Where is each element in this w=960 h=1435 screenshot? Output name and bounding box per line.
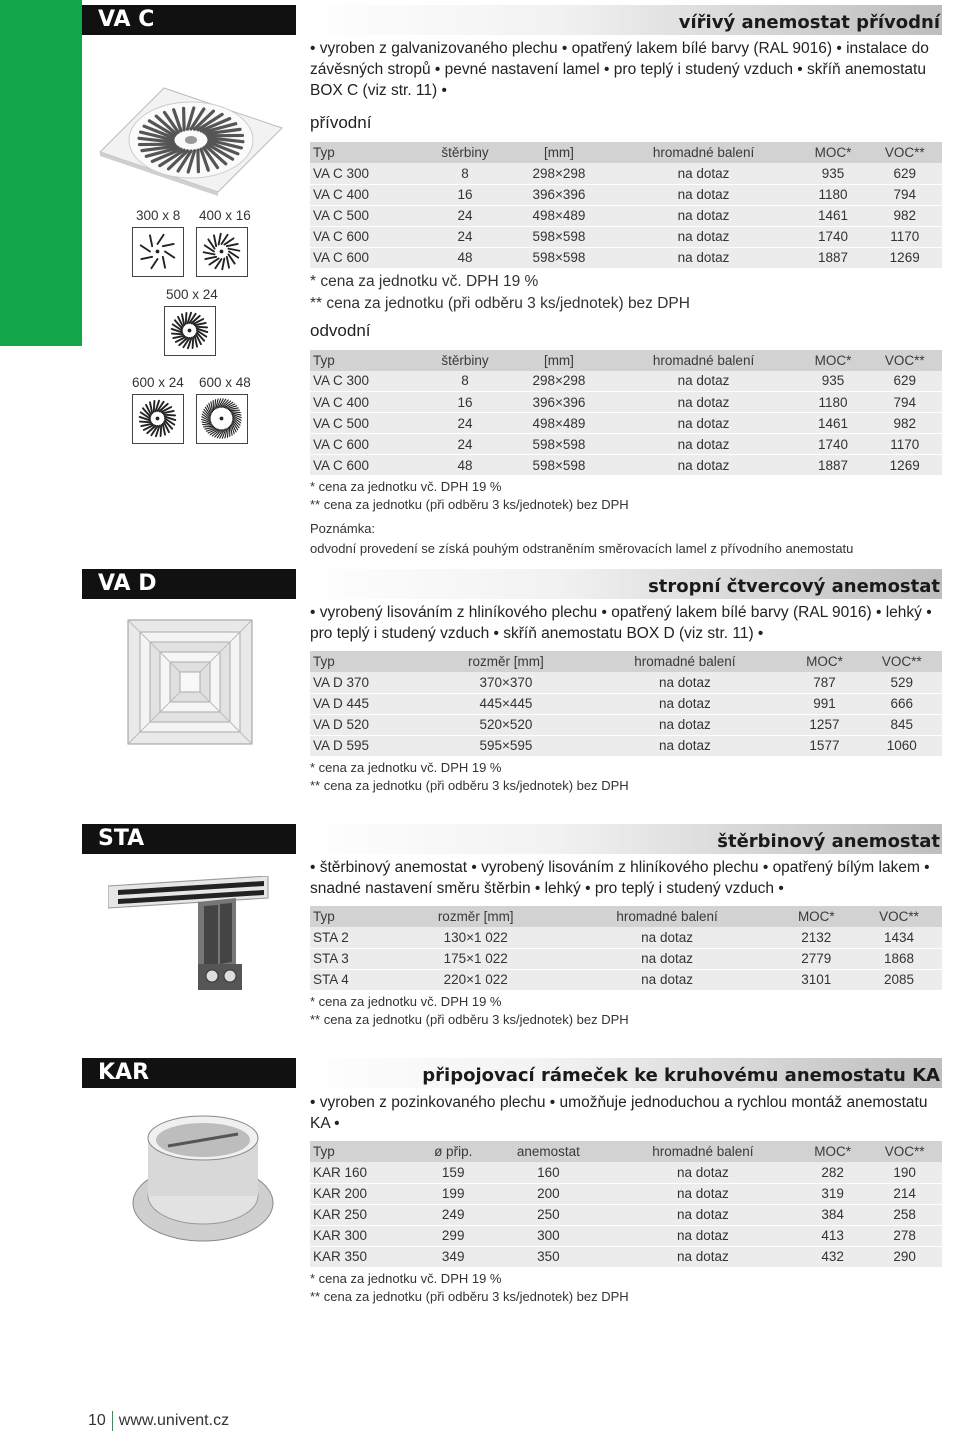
table-row — [310, 1162, 942, 1183]
col-header: ø přip. — [417, 1141, 489, 1162]
price-note-vat: * cena za jednotku vč. DPH 19 % — [310, 1270, 502, 1286]
table-cell: 16 — [421, 184, 510, 205]
table-cell: VA C 300 — [310, 371, 421, 392]
sta-product-image — [108, 876, 278, 996]
table-cell: 498×489 — [509, 413, 608, 434]
table-row — [310, 1225, 942, 1246]
table-cell: 1577 — [787, 735, 861, 756]
table-cell: 249 — [417, 1204, 489, 1225]
table-cell: 1180 — [799, 184, 868, 205]
col-header: MOC* — [787, 651, 861, 672]
table-cell: VA D 520 — [310, 714, 429, 735]
col-header: Typ — [310, 350, 421, 371]
table-cell: VA C 600 — [310, 455, 421, 476]
col-header: Typ — [310, 651, 429, 672]
table-cell: 200 — [489, 1183, 608, 1204]
product-code: KAR — [82, 1058, 296, 1088]
table-cell: na dotaz — [609, 434, 799, 455]
table-cell: 24 — [421, 413, 510, 434]
col-header: Typ — [310, 142, 421, 163]
table-cell: STA 3 — [310, 948, 394, 969]
product-title: připojovací rámeček ke kruhovému anemostatu KA — [422, 1065, 940, 1086]
table-cell: na dotaz — [609, 371, 799, 392]
exhaust-heading: odvodní — [310, 320, 371, 340]
price-note-vat: * cena za jednotku vč. DPH 19 % — [310, 272, 539, 290]
table-cell: 8 — [421, 371, 510, 392]
va-c-content — [310, 38, 942, 558]
kar-product-image — [118, 1108, 288, 1248]
table-row — [310, 1183, 942, 1204]
col-header: VOC** — [856, 906, 942, 927]
section-kar — [82, 1058, 942, 1088]
table-cell: 1887 — [799, 247, 868, 268]
table-cell: 794 — [867, 392, 942, 413]
col-header: VOC** — [867, 142, 942, 163]
variant-label: 400 x 16 — [199, 208, 251, 223]
table-cell: VA C 400 — [310, 392, 421, 413]
col-header: VOC** — [862, 651, 942, 672]
table-cell: 935 — [799, 163, 868, 184]
table-cell: VA C 600 — [310, 434, 421, 455]
table-cell: 1461 — [799, 205, 868, 226]
col-header: Typ — [310, 906, 394, 927]
table-cell: na dotaz — [609, 392, 799, 413]
table-cell: 214 — [867, 1183, 942, 1204]
table-cell: KAR 250 — [310, 1204, 417, 1225]
col-header: MOC* — [799, 350, 868, 371]
table-cell: 794 — [867, 184, 942, 205]
table-cell: 175×1 022 — [394, 948, 558, 969]
table-cell: 24 — [421, 226, 510, 247]
table-cell: 529 — [862, 672, 942, 693]
table-cell: na dotaz — [609, 247, 799, 268]
va-c-product-image — [82, 80, 296, 200]
diffuser-24-slots-icon — [164, 306, 216, 356]
table-cell: na dotaz — [609, 163, 799, 184]
table-cell: STA 4 — [310, 969, 394, 990]
price-note-wholesale: ** cena za jednotku (při odběru 3 ks/jednotek) bez DPH — [310, 1011, 629, 1027]
table-cell: VA C 500 — [310, 205, 421, 226]
table-cell: 498×489 — [509, 205, 608, 226]
table-cell: 24 — [421, 205, 510, 226]
table-row — [310, 247, 942, 268]
table-cell: na dotaz — [558, 948, 777, 969]
diffuser-24-slots-square-icon — [132, 394, 184, 444]
remark-text: odvodní provedení se získá pouhým odstraněním směrovacích lamel z přívodního anemostatu — [310, 541, 854, 556]
table-cell: na dotaz — [582, 714, 787, 735]
product-title: vířivý anemostat přívodní — [678, 12, 940, 33]
table-cell: 8 — [421, 163, 510, 184]
table-cell: 1257 — [787, 714, 861, 735]
table-cell: 220×1 022 — [394, 969, 558, 990]
table-cell: 445×445 — [429, 693, 582, 714]
product-description: • vyrobený lisováním z hliníkového plechu • opatřený lakem bílé barvy (RAL 9016) • lehký • pro teplý i studený vzduch • skříň anemostatu BOX D (viz str. 11) • — [310, 604, 932, 642]
table-cell: 159 — [417, 1162, 489, 1183]
remark-label: Poznámka: — [310, 521, 376, 536]
col-header: rozměr [mm] — [429, 651, 582, 672]
col-header: štěrbiny — [421, 350, 510, 371]
col-header: VOC** — [867, 1141, 942, 1162]
table-cell: 298×298 — [509, 371, 608, 392]
footer-divider — [112, 1411, 113, 1431]
table-cell: na dotaz — [608, 1204, 798, 1225]
table-cell: 282 — [798, 1162, 867, 1183]
section-va-d — [82, 569, 942, 599]
table-cell: na dotaz — [608, 1183, 798, 1204]
col-header: MOC* — [799, 142, 868, 163]
table-cell: 629 — [867, 163, 942, 184]
table-cell: 2132 — [777, 927, 856, 948]
table-cell: 1740 — [799, 434, 868, 455]
table-cell: 278 — [867, 1225, 942, 1246]
table-cell: VA C 600 — [310, 226, 421, 247]
table-cell: KAR 160 — [310, 1162, 417, 1183]
section-header — [82, 569, 942, 599]
col-header: [mm] — [509, 350, 608, 371]
section-sta — [82, 824, 942, 854]
table-cell: 160 — [489, 1162, 608, 1183]
col-header: anemostat — [489, 1141, 608, 1162]
table-cell: 598×598 — [509, 226, 608, 247]
price-note-wholesale: ** cena za jednotku (při odběru 3 ks/jednotek) bez DPH — [310, 1288, 629, 1304]
col-header: rozměr [mm] — [394, 906, 558, 927]
title-band — [296, 569, 942, 599]
table-cell: 3101 — [777, 969, 856, 990]
col-header: štěrbiny — [421, 142, 510, 163]
table-cell: 1868 — [856, 948, 942, 969]
table-cell: 349 — [417, 1246, 489, 1267]
variant-label: 600 x 48 — [199, 375, 251, 390]
col-header: hromadné balení — [582, 651, 787, 672]
product-code: VA D — [82, 569, 296, 599]
brand-accent-bar — [0, 0, 82, 346]
variant-label: 300 x 8 — [136, 208, 181, 223]
table-cell: na dotaz — [582, 672, 787, 693]
supply-heading: přívodní — [310, 113, 372, 132]
price-note-wholesale: ** cena za jednotku (při odběru 3 ks/jednotek) bez DPH — [310, 777, 629, 793]
table-cell: na dotaz — [609, 184, 799, 205]
table-cell: 370×370 — [429, 672, 582, 693]
section-header — [82, 1058, 942, 1088]
table-header-row — [310, 142, 942, 163]
table-cell: 299 — [417, 1225, 489, 1246]
table-cell: 1461 — [799, 413, 868, 434]
table-header-row — [310, 651, 942, 672]
section-header — [82, 5, 942, 35]
table-row — [310, 163, 942, 184]
table-cell: VA C 600 — [310, 247, 421, 268]
table-cell: 666 — [862, 693, 942, 714]
diffuser-8-slots-icon — [132, 227, 184, 277]
table-cell: 991 — [787, 693, 861, 714]
table-cell: na dotaz — [582, 693, 787, 714]
price-note-vat: * cena za jednotku vč. DPH 19 % — [310, 479, 502, 494]
table-header-row — [310, 1141, 942, 1162]
table-cell: na dotaz — [558, 927, 777, 948]
table-cell: 300 — [489, 1225, 608, 1246]
table-cell: 845 — [862, 714, 942, 735]
table-row — [310, 1204, 942, 1225]
table-row — [310, 226, 942, 247]
table-cell: 1170 — [867, 434, 942, 455]
table-cell: VA C 400 — [310, 184, 421, 205]
table-cell: 2085 — [856, 969, 942, 990]
table-cell: 16 — [421, 392, 510, 413]
table-row — [310, 969, 942, 990]
table-row — [310, 434, 942, 455]
table-cell: 250 — [489, 1204, 608, 1225]
diffuser-48-slots-icon — [196, 394, 248, 444]
table-header-row — [310, 350, 942, 371]
table-cell: 2779 — [777, 948, 856, 969]
table-row — [310, 455, 942, 476]
table-cell: 24 — [421, 434, 510, 455]
col-header: hromadné balení — [609, 142, 799, 163]
table-cell: 982 — [867, 205, 942, 226]
col-header: [mm] — [509, 142, 608, 163]
table-cell: VA D 595 — [310, 735, 429, 756]
table-row — [310, 672, 942, 693]
product-code: STA — [82, 824, 296, 854]
table-cell: 413 — [798, 1225, 867, 1246]
table-cell: KAR 300 — [310, 1225, 417, 1246]
table-cell: STA 2 — [310, 927, 394, 948]
variant-label: 600 x 24 — [132, 375, 184, 390]
product-code: VA C — [82, 5, 296, 35]
table-cell: na dotaz — [558, 969, 777, 990]
kar-content — [310, 1092, 942, 1306]
col-header: hromadné balení — [608, 1141, 798, 1162]
table-row — [310, 735, 942, 756]
table-row — [310, 927, 942, 948]
table-cell: 598×598 — [509, 455, 608, 476]
table-cell: KAR 350 — [310, 1246, 417, 1267]
table-cell: 258 — [867, 1204, 942, 1225]
table-cell: VA D 445 — [310, 693, 429, 714]
price-note-wholesale: ** cena za jednotku (při odběru 3 ks/jednotek) bez DPH — [310, 294, 690, 312]
diffuser-16-slots-icon — [196, 227, 248, 277]
table-row — [310, 693, 942, 714]
col-header: VOC** — [867, 350, 942, 371]
table-cell: 1060 — [862, 735, 942, 756]
table-cell: 787 — [787, 672, 861, 693]
product-description: • vyroben z galvanizovaného plechu • opatřený lakem bílé barvy (RAL 9016) • instalace do závěsných stropů • pevné nastavení lamel • pro teplý i studený vzduch • skříň anemostatu BOX C (viz str. 11) • — [310, 40, 929, 99]
table-cell: na dotaz — [608, 1225, 798, 1246]
table-cell: 432 — [798, 1246, 867, 1267]
page-number: 10 — [88, 1412, 106, 1430]
table-cell: na dotaz — [609, 205, 799, 226]
title-band — [296, 5, 942, 35]
product-description: • štěrbinový anemostat • vyrobený lisováním z hliníkového plechu • opatřený bílým lakem • snadné nastavení směru štěrbin • lehký • pro teplý i studený vzduch • — [310, 859, 930, 897]
title-band — [296, 1058, 942, 1088]
table-cell: 190 — [867, 1162, 942, 1183]
page-footer — [88, 1411, 229, 1431]
va-d-content — [310, 602, 942, 795]
table-cell: 384 — [798, 1204, 867, 1225]
table-row — [310, 392, 942, 413]
table-row — [310, 184, 942, 205]
table-cell: 982 — [867, 413, 942, 434]
table-cell: VA C 500 — [310, 413, 421, 434]
table-row — [310, 371, 942, 392]
table-header-row — [310, 906, 942, 927]
variant-label: 500 x 24 — [166, 287, 218, 302]
table-row — [310, 1246, 942, 1267]
supply-table — [310, 142, 942, 269]
spec-table — [310, 651, 942, 757]
table-row — [310, 714, 942, 735]
table-cell: 319 — [798, 1183, 867, 1204]
product-description: • vyroben z pozinkovaného plechu • umožňuje jednoduchou a rychlou montáž anemostatu KA • — [310, 1094, 928, 1132]
table-cell: na dotaz — [582, 735, 787, 756]
table-cell: KAR 200 — [310, 1183, 417, 1204]
table-cell: 48 — [421, 455, 510, 476]
table-cell: na dotaz — [608, 1162, 798, 1183]
col-header: MOC* — [798, 1141, 867, 1162]
table-cell: 350 — [489, 1246, 608, 1267]
table-cell: 598×598 — [509, 434, 608, 455]
table-cell: 595×595 — [429, 735, 582, 756]
table-cell: 1434 — [856, 927, 942, 948]
table-cell: 1180 — [799, 392, 868, 413]
table-cell: 1269 — [867, 247, 942, 268]
product-title: štěrbinový anemostat — [717, 831, 940, 852]
col-header: MOC* — [777, 906, 856, 927]
table-cell: 298×298 — [509, 163, 608, 184]
spec-table — [310, 906, 942, 991]
table-cell: 935 — [799, 371, 868, 392]
table-cell: 520×520 — [429, 714, 582, 735]
section-va-c — [82, 5, 942, 35]
table-cell: 1170 — [867, 226, 942, 247]
table-cell: na dotaz — [608, 1246, 798, 1267]
table-cell: na dotaz — [609, 413, 799, 434]
sta-content — [310, 857, 942, 1029]
table-cell: 1887 — [799, 455, 868, 476]
title-band — [296, 824, 942, 854]
table-cell: 629 — [867, 371, 942, 392]
table-cell: 1740 — [799, 226, 868, 247]
table-cell: VA C 300 — [310, 163, 421, 184]
col-header: hromadné balení — [609, 350, 799, 371]
table-row — [310, 948, 942, 969]
price-note-wholesale: ** cena za jednotku (při odběru 3 ks/jednotek) bez DPH — [310, 497, 629, 512]
product-title: stropní čtvercový anemostat — [648, 576, 940, 597]
va-d-product-image — [126, 618, 254, 746]
col-header: hromadné balení — [558, 906, 777, 927]
website-link[interactable]: www.univent.cz — [118, 1412, 230, 1430]
section-header — [82, 824, 942, 854]
table-cell: 130×1 022 — [394, 927, 558, 948]
table-cell: na dotaz — [609, 455, 799, 476]
table-cell: 1269 — [867, 455, 942, 476]
table-cell: VA D 370 — [310, 672, 429, 693]
table-cell: 598×598 — [509, 247, 608, 268]
table-cell: 290 — [867, 1246, 942, 1267]
table-row — [310, 413, 942, 434]
table-cell: na dotaz — [609, 226, 799, 247]
spec-table — [310, 1141, 942, 1268]
table-row — [310, 205, 942, 226]
table-cell: 396×396 — [509, 392, 608, 413]
table-cell: 396×396 — [509, 184, 608, 205]
table-cell: 199 — [417, 1183, 489, 1204]
price-note-vat: * cena za jednotku vč. DPH 19 % — [310, 993, 502, 1009]
price-note-vat: * cena za jednotku vč. DPH 19 % — [310, 759, 502, 775]
col-header: Typ — [310, 1141, 417, 1162]
exhaust-table — [310, 350, 942, 477]
table-cell: 48 — [421, 247, 510, 268]
